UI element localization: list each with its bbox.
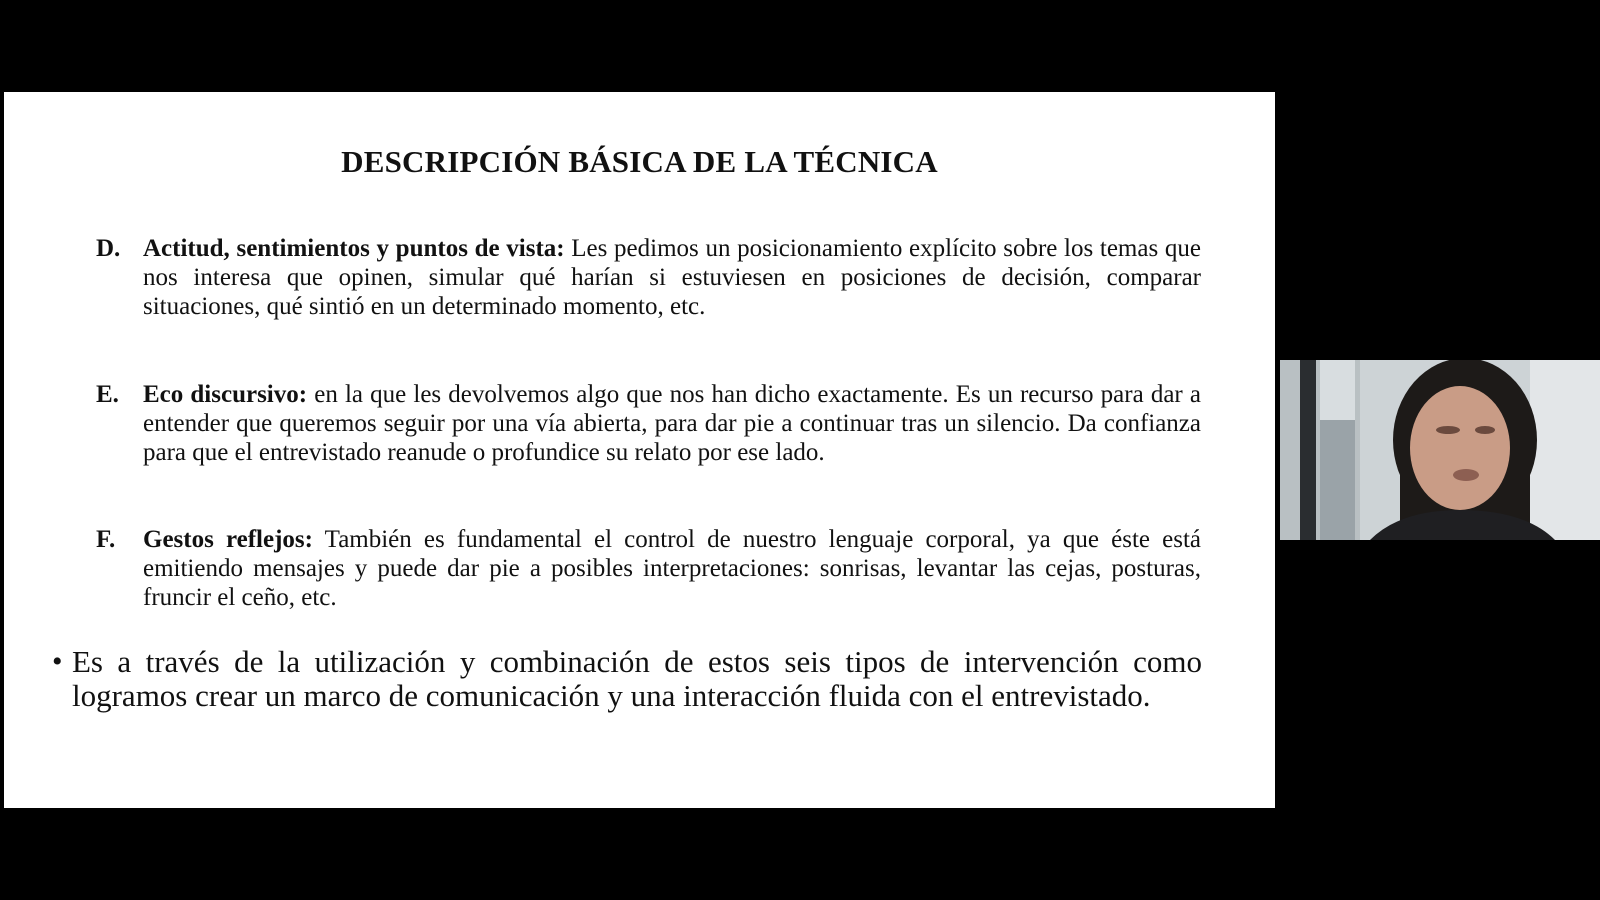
- item-letter: F.: [96, 526, 116, 553]
- person-icon: [1280, 360, 1600, 540]
- presentation-slide: [4, 92, 1275, 808]
- list-item-e: [96, 380, 1201, 467]
- item-term: Gestos reflejos:: [143, 526, 313, 553]
- bullet-point: [52, 645, 1202, 713]
- speaker-video-thumbnail[interactable]: [1280, 360, 1600, 540]
- list-item-f: [96, 525, 1201, 612]
- bullet-dot-icon: •: [52, 645, 63, 678]
- list-item-d: [96, 234, 1201, 321]
- item-term: Eco discursivo:: [143, 381, 308, 408]
- item-text: Les pedimos un posicionamiento explícito sobre los temas que nos interesa que opinen, simular qué harían si estuviesen en posiciones de decisión, comparar situaciones, qué sintió en un determinado momento, etc.: [143, 235, 1201, 320]
- item-body: [143, 525, 1201, 612]
- item-text: en la que les devolvemos algo que nos han dicho exactamente. Es un recurso para dar a entender que queremos seguir por una vía abierta, para dar pie a continuar tras un silencio. Da confianza para que el entrevistado reanude o profundice su relato por ese lado.: [143, 381, 1201, 466]
- slide-title: DESCRIPCIÓN BÁSICA DE LA TÉCNICA: [341, 144, 938, 179]
- item-letter: E.: [96, 381, 119, 408]
- item-letter: D.: [96, 235, 121, 262]
- item-text: También es fundamental el control de nuestro lenguaje corporal, ya que éste está emitiendo mensajes y puede dar pie a posibles interpretaciones: sonrisas, levantar las cejas, posturas, fruncir el ceño, etc.: [143, 526, 1201, 611]
- bullet-text: Es a través de la utilización y combinación de estos seis tipos de intervención como logramos crear un marco de comunicación y una interacción fluida con el entrevistado.: [72, 644, 1202, 713]
- item-body: [143, 234, 1201, 321]
- item-body: [143, 380, 1201, 467]
- item-term: Actitud, sentimientos y puntos de vista:: [143, 235, 565, 262]
